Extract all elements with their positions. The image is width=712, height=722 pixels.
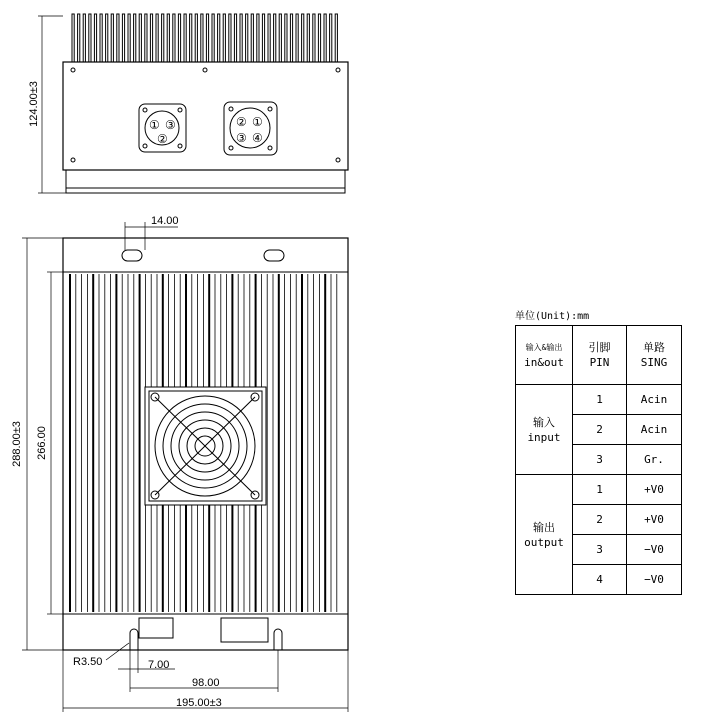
fin: [324, 14, 326, 62]
fin: [302, 14, 304, 62]
fin: [83, 14, 85, 62]
fin: [307, 14, 309, 62]
fin: [240, 14, 242, 62]
fin: [78, 14, 80, 62]
fin: [128, 14, 130, 62]
fin: [279, 14, 281, 62]
side-view-pin-labels: [149, 115, 263, 146]
table-row: [516, 475, 682, 505]
right-pin-3: ③: [236, 131, 247, 145]
dim-overall-width: 195.00±3: [176, 697, 222, 709]
fin: [335, 14, 337, 62]
sing-cell: +V0: [627, 505, 682, 535]
dim-connector-spacing: 98.00: [192, 677, 220, 689]
fin: [262, 14, 264, 62]
sing-cell: Gr.: [627, 445, 682, 475]
pin-cell: 4: [573, 565, 627, 595]
fin: [178, 14, 180, 62]
table-row: [516, 385, 682, 415]
fin: [134, 14, 136, 62]
fin: [290, 14, 292, 62]
fin: [212, 14, 214, 62]
left-pin-2: ②: [157, 132, 168, 146]
fin: [122, 14, 124, 62]
fin: [162, 14, 164, 62]
dim-overall-length: 288.00±3: [11, 421, 23, 467]
header-sing: 单路 SING: [627, 326, 682, 385]
fin: [94, 14, 96, 62]
fin: [234, 14, 236, 62]
header-in-out: 输入&输出 in&out: [516, 326, 573, 385]
unit-label: 单位(Unit):mm: [515, 311, 590, 322]
fin: [145, 14, 147, 62]
fin: [257, 14, 259, 62]
side-view: [38, 14, 348, 193]
fin: [150, 14, 152, 62]
pin-cell: 3: [573, 445, 627, 475]
top-view: [22, 222, 348, 712]
dim-radius: R3.50: [73, 656, 103, 668]
fin: [173, 14, 175, 62]
side-view-fins: [72, 14, 337, 62]
fin: [318, 14, 320, 62]
output-group-cell: 输出 output: [516, 475, 573, 595]
sing-cell: +V0: [627, 475, 682, 505]
left-pin-1: ①: [149, 118, 160, 132]
pin-cell: 3: [573, 535, 627, 565]
pin-cell: 2: [573, 415, 627, 445]
fin: [190, 14, 192, 62]
dim-slot-width: 14.00: [151, 215, 179, 227]
pin-cell: 1: [573, 475, 627, 505]
right-pin-4: ④: [252, 131, 263, 145]
fin: [117, 14, 119, 62]
sing-cell: Acin: [627, 385, 682, 415]
fin: [218, 14, 220, 62]
dim-height-side: 124.00±3: [28, 81, 40, 127]
fin: [156, 14, 158, 62]
fin: [285, 14, 287, 62]
fin: [274, 14, 276, 62]
right-pin-2: ②: [236, 115, 247, 129]
connector-right: [224, 102, 277, 155]
fin: [72, 14, 74, 62]
sing-cell: −V0: [627, 535, 682, 565]
fin: [223, 14, 225, 62]
dim-heatsink-length: 266.00: [36, 426, 48, 460]
right-pin-1: ①: [252, 115, 263, 129]
fan: [145, 387, 266, 505]
fin: [195, 14, 197, 62]
fin: [106, 14, 108, 62]
fin: [184, 14, 186, 62]
fin: [246, 14, 248, 62]
fin: [268, 14, 270, 62]
left-pin-3: ③: [165, 118, 176, 132]
header-pin: 引脚 PIN: [573, 326, 627, 385]
fin: [206, 14, 208, 62]
fin: [296, 14, 298, 62]
fin: [100, 14, 102, 62]
dim-slot-gap: 7.00: [148, 659, 170, 671]
fin: [111, 14, 113, 62]
fin: [313, 14, 315, 62]
fin: [167, 14, 169, 62]
pin-cell: 2: [573, 505, 627, 535]
fin: [201, 14, 203, 62]
pin-cell: 1: [573, 385, 627, 415]
fin: [229, 14, 231, 62]
pin-table: [515, 325, 682, 595]
input-group-cell: 输入 input: [516, 385, 573, 475]
fin: [139, 14, 141, 62]
fin: [330, 14, 332, 62]
fin: [89, 14, 91, 62]
fin: [251, 14, 253, 62]
pin-table-header: [516, 326, 682, 385]
sing-cell: −V0: [627, 565, 682, 595]
sing-cell: Acin: [627, 415, 682, 445]
